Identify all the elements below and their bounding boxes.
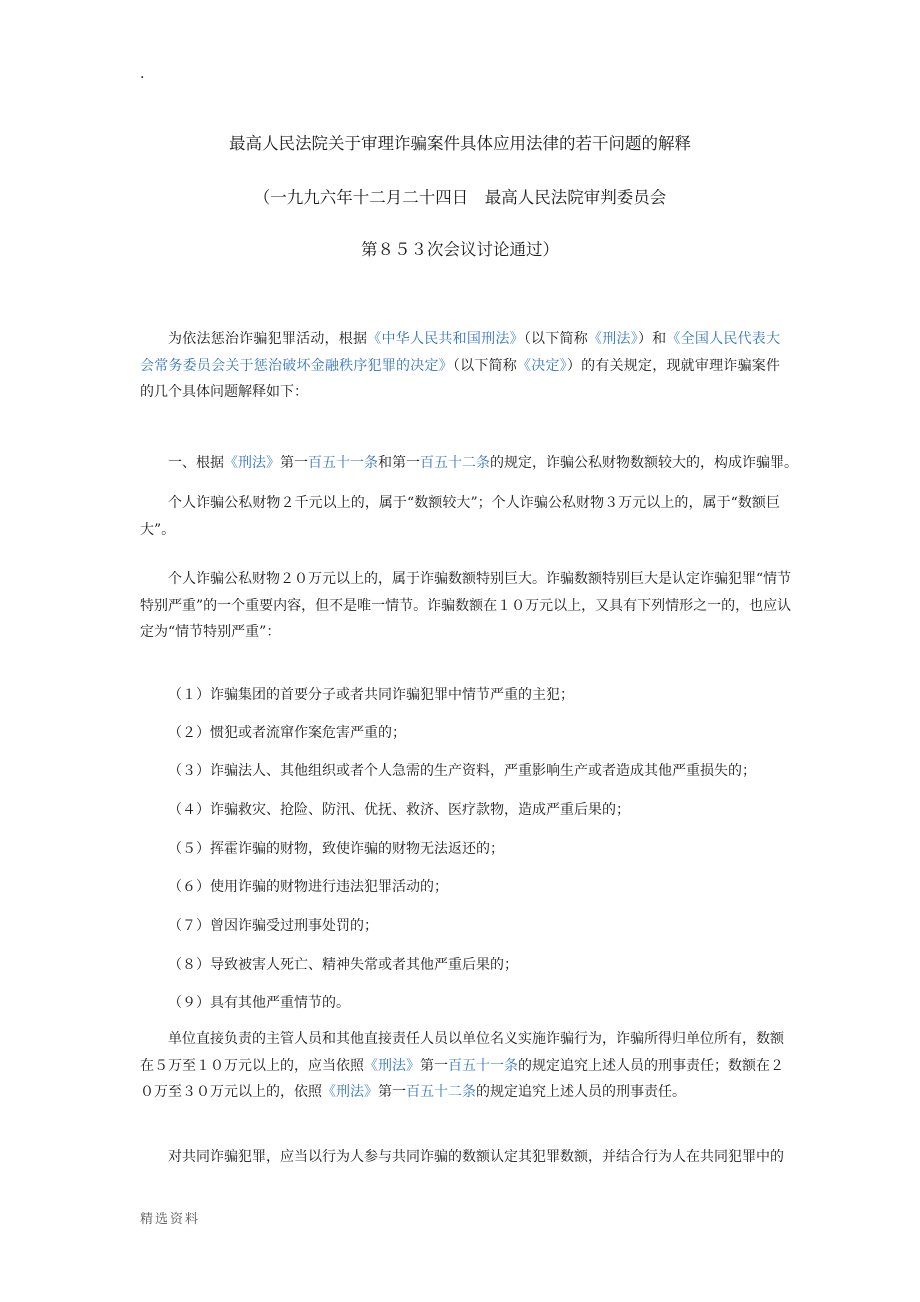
link-npc-decision-cont[interactable]: 会常务委员会关于惩治破坏金融秩序犯罪的决定》 — [140, 357, 453, 374]
document-subtitle-line-2: 第８５３次会议讨论通过） — [361, 240, 559, 259]
link-criminal-law[interactable]: 《刑法》 — [322, 1084, 378, 1100]
document-title: 最高人民法院关于审理诈骗案件具体应用法律的若干问题的解释 — [229, 134, 691, 153]
page-footer: 精选资料 — [140, 1212, 201, 1227]
list-item: （５）挥霍诈骗的财物，致使诈骗的财物无法返还的； — [168, 841, 504, 857]
page-marker: . — [140, 66, 145, 82]
document-subtitle-line-1: （一九九六年十二月二十四日 最高人民法院审判委员会 — [253, 188, 667, 207]
link-criminal-law[interactable]: 《刑法》 — [224, 455, 280, 471]
intro-line-3: 的几个具体问题解释如下： — [140, 384, 308, 400]
link-decision[interactable]: 《决定》 — [517, 357, 567, 374]
section-1-line: 一、根据《刑法》第一百五十一条和第一百五十二条的规定，诈骗公私财物数额较大的，构成诈骗罪。 — [168, 455, 798, 471]
list-item: （６）使用诈骗的财物进行违法犯罪活动的； — [168, 879, 448, 895]
list-item: （４）诈骗救灾、抢险、防汛、优抚、救济、医疗款物，造成严重后果的； — [168, 802, 630, 818]
link-article-152[interactable]: 百五十二条 — [420, 455, 490, 471]
link-npc-decision[interactable]: 《全国人民代表大 — [666, 331, 781, 347]
list-item: （８）导致被害人死亡、精神失常或者其他严重后果的； — [168, 957, 518, 973]
intro-paragraph — [140, 326, 780, 406]
list-item: （２）惯犯或者流窜作案危害严重的； — [168, 725, 406, 741]
unit-liability-paragraph: 单位直接负责的主管人员和其他直接责任人员以单位名义实施诈骗行为，诈骗所得归单位所有，数额 在５万至１０万元以上的，应当依照《刑法》第一百五十一条的规定追究上述人员的刑事责任；数额在２ ０万至３０万元以上的，依照《刑法》第一百五十二条的规定追究上述人员的刑事责任。 — [140, 1031, 784, 1100]
list-item: （１）诈骗集团的首要分子或者共同诈骗犯罪中情节严重的主犯； — [168, 687, 574, 703]
link-criminal-law[interactable]: 《刑法》 — [364, 1057, 420, 1074]
section-1-paragraph — [140, 450, 798, 477]
list-item: （３）诈骗法人、其他组织或者个人急需的生产资料，严重影响生产或者造成其他严重损失的； — [168, 763, 756, 779]
link-criminal-law-full[interactable]: 《中华人民共和国刑法》 — [367, 331, 524, 347]
serious-amount-paragraph: 个人诈骗公私财物２０万元以上的，属于诈骗数额特别巨大。诈骗数额特别巨大是认定诈骗犯罪“情节 特别严重”的一个重要内容，但不是唯一情节。诈骗数额在１０万元以上，又具有下列情形之一的，也应认 定为“情节特别严重”： — [140, 571, 792, 640]
link-criminal-law[interactable]: 《刑法》 — [588, 331, 638, 347]
link-article-151[interactable]: 百五十一条 — [308, 455, 378, 471]
amount-paragraph: 个人诈骗公私财物２千元以上的，属于“数额较大”；个人诈骗公私财物３万元以上的，属于“数额巨 大”。 — [140, 495, 780, 538]
list-item: （９）具有其他严重情节的。 — [168, 995, 350, 1011]
joint-crime-paragraph: 对共同诈骗犯罪，应当以行为人参与共同诈骗的数额认定其犯罪数额，并结合行为人在共同犯罪中的 — [168, 1149, 784, 1165]
intro-line-2: 会常务委员会关于惩治破坏金融秩序犯罪的决定》（以下简称《决定》）的有关规定，现就审理诈骗案件 — [140, 357, 781, 374]
list-item: （７）曾因诈骗受过刑事处罚的； — [168, 918, 378, 934]
intro-line-1: 为依法惩治诈骗犯罪活动，根据《中华人民共和国刑法》（以下简称《刑法》）和《全国人民代表大 — [168, 331, 781, 347]
link-article-152[interactable]: 百五十二条 — [406, 1084, 476, 1100]
link-article-151[interactable]: 百五十一条 — [448, 1057, 518, 1074]
